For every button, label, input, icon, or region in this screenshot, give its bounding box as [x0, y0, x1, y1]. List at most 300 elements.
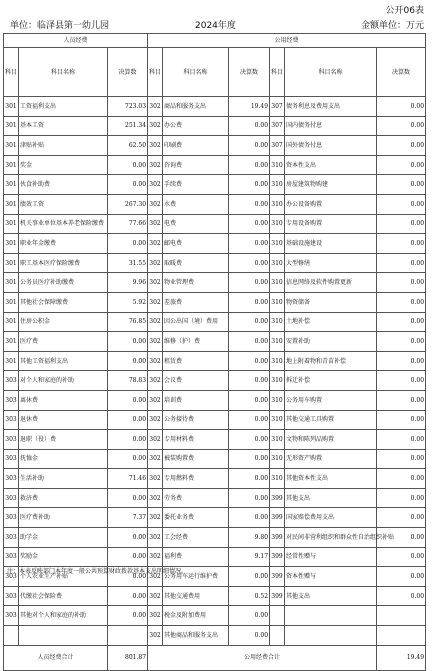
code-cell: 302 — [148, 175, 163, 195]
table-row — [4, 214, 426, 234]
amount-cell — [377, 626, 426, 646]
amount-cell: 723.03 — [108, 97, 148, 117]
totals-row — [4, 645, 426, 670]
name-cell: 其他工资福利支出 — [19, 351, 108, 371]
table-row — [4, 253, 426, 273]
code-cell: 302 — [148, 97, 163, 117]
code-cell: 301 — [4, 292, 19, 312]
table-row — [4, 410, 426, 430]
code-cell: 303 — [4, 371, 19, 391]
amount-cell: 0.00 — [108, 449, 148, 469]
code-cell: 301 — [4, 312, 19, 332]
name-cell: 代缴社会保险费 — [19, 586, 108, 606]
name-cell: 电费 — [163, 214, 229, 234]
table-row — [4, 430, 426, 450]
amount-cell: 0.00 — [377, 430, 426, 450]
table-row — [4, 508, 426, 528]
name-cell: 其他交通费用 — [163, 586, 229, 606]
amount-cell: 0.00 — [108, 155, 148, 175]
code-cell: 310 — [270, 351, 285, 371]
amount-cell: 0.00 — [108, 547, 148, 567]
amount-cell: 0.00 — [377, 547, 426, 567]
code-cell: 399 — [270, 528, 285, 548]
amount-cell: 0.00 — [377, 390, 426, 410]
name-cell: 安置补助 — [285, 332, 377, 352]
name-cell: 物资储备 — [285, 292, 377, 312]
name-cell: 其他支出 — [285, 586, 377, 606]
code-cell: 302 — [148, 292, 163, 312]
public-total-label: 公用经费合计 — [148, 645, 377, 670]
name-cell: 对民间非营利组织和群众性自治组织补贴 — [285, 528, 377, 548]
amount-cell: 0.00 — [229, 469, 270, 489]
amount-cell: 267.30 — [108, 194, 148, 214]
amount-cell: 0.00 — [108, 351, 148, 371]
table-row — [4, 273, 426, 293]
personnel-total-amount: 801.87 — [108, 645, 148, 670]
amount-cell: 0.00 — [108, 488, 148, 508]
amount-cell: 0.00 — [229, 488, 270, 508]
code-cell: 307 — [270, 97, 285, 117]
code-cell: 310 — [270, 175, 285, 195]
code-cell: 399 — [270, 567, 285, 587]
amount-cell: 0.00 — [229, 273, 270, 293]
name-cell: 取暖费 — [163, 253, 229, 273]
col-amount: 决算数 — [377, 48, 426, 97]
name-cell: 绩效工资 — [19, 194, 108, 214]
name-cell: 公务用车运行维护费 — [163, 567, 229, 587]
code-cell: 310 — [270, 332, 285, 352]
name-cell: 债务利息及费用支出 — [285, 97, 377, 117]
code-cell: 302 — [148, 194, 163, 214]
code-cell: 302 — [148, 136, 163, 156]
name-cell: 地上附着物和青苗补偿 — [285, 351, 377, 371]
name-cell: 其他商品和服务支出 — [163, 626, 229, 646]
table-row — [4, 116, 426, 136]
code-cell: 302 — [148, 508, 163, 528]
name-cell: 基本工资 — [19, 116, 108, 136]
name-cell: 其他交通工具购置 — [285, 410, 377, 430]
name-cell: 维修（护）费 — [163, 332, 229, 352]
code-cell: 399 — [270, 508, 285, 528]
name-cell: 国内债务付息 — [285, 116, 377, 136]
name-cell: 专用燃料费 — [163, 469, 229, 489]
year-label: 2024年度 — [195, 21, 236, 31]
name-cell: 医疗费 — [19, 332, 108, 352]
name-cell: 专用设备购置 — [285, 214, 377, 234]
code-cell: 302 — [148, 469, 163, 489]
name-cell: 公务用车购置 — [285, 390, 377, 410]
table-row — [4, 234, 426, 254]
code-cell — [270, 626, 285, 646]
amount-cell: 0.00 — [377, 116, 426, 136]
code-cell: 302 — [148, 547, 163, 567]
amount-cell: 9.17 — [229, 547, 270, 567]
amount-cell: 0.00 — [377, 371, 426, 391]
amount-cell: 71.46 — [108, 469, 148, 489]
amount-cell: 0.00 — [229, 606, 270, 626]
table-row — [4, 292, 426, 312]
table-row — [4, 312, 426, 332]
code-cell: 303 — [4, 449, 19, 469]
table-row — [4, 606, 426, 626]
amount-cell: 0.00 — [377, 508, 426, 528]
name-cell: 其他资本性支出 — [285, 469, 377, 489]
name-cell: 手续费 — [163, 175, 229, 195]
amount-cell: 0.00 — [229, 508, 270, 528]
name-cell: 离休费 — [19, 390, 108, 410]
public-total-amount: 19.49 — [377, 645, 426, 670]
code-cell: 301 — [4, 253, 19, 273]
name-cell: 信息网络及软件购置更新 — [285, 273, 377, 293]
code-cell: 302 — [148, 155, 163, 175]
name-cell: 资本性支出 — [285, 155, 377, 175]
code-cell: 301 — [4, 116, 19, 136]
name-cell: 专用材料费 — [163, 430, 229, 450]
table-row — [4, 449, 426, 469]
name-cell: 退休费 — [19, 410, 108, 430]
amount-cell: 19.49 — [229, 97, 270, 117]
amount-cell: 78.83 — [108, 371, 148, 391]
code-cell: 301 — [4, 136, 19, 156]
amount-cell: 0.00 — [108, 332, 148, 352]
amount-cell: 0.00 — [229, 175, 270, 195]
code-cell: 301 — [4, 214, 19, 234]
name-cell: 国家赔偿费用支出 — [285, 508, 377, 528]
amount-cell: 0.00 — [377, 175, 426, 195]
code-cell: 302 — [148, 528, 163, 548]
col-name: 科目名称 — [19, 48, 108, 97]
amount-cell: 76.85 — [108, 312, 148, 332]
name-cell: 办公设备购置 — [285, 194, 377, 214]
name-cell: 印刷费 — [163, 136, 229, 156]
amount-cell: 0.00 — [377, 234, 426, 254]
name-cell: 福利费 — [163, 547, 229, 567]
name-cell: 其他对个人和家庭的补助 — [19, 606, 108, 626]
amount-cell: 0.00 — [229, 371, 270, 391]
code-cell: 302 — [148, 586, 163, 606]
col-code: 科目 — [148, 48, 163, 97]
code-cell: 302 — [148, 371, 163, 391]
code-cell: 303 — [4, 430, 19, 450]
amount-cell: 0.00 — [377, 351, 426, 371]
table-row — [4, 469, 426, 489]
name-cell: 被装购置费 — [163, 449, 229, 469]
name-cell: 职业年金缴费 — [19, 234, 108, 254]
code-cell: 302 — [148, 332, 163, 352]
name-cell: 对个人和家庭的补助 — [19, 371, 108, 391]
code-cell: 303 — [4, 469, 19, 489]
name-cell: 机关事业单位基本养老保险缴费 — [19, 214, 108, 234]
code-cell: 310 — [270, 273, 285, 293]
code-cell: 303 — [4, 410, 19, 430]
amount-cell: 9.80 — [229, 528, 270, 548]
code-cell: 301 — [4, 273, 19, 293]
code-cell: 301 — [4, 332, 19, 352]
name-cell: 税金及附加费用 — [163, 606, 229, 626]
code-cell: 302 — [148, 253, 163, 273]
code-cell: 301 — [4, 194, 19, 214]
code-cell: 399 — [270, 586, 285, 606]
code-cell: 302 — [148, 606, 163, 626]
amount-cell: 0.00 — [108, 234, 148, 254]
name-cell: 咨询费 — [163, 155, 229, 175]
code-cell: 302 — [148, 312, 163, 332]
name-cell: 大型修缮 — [285, 253, 377, 273]
amount-cell: 0.00 — [108, 430, 148, 450]
amount-cell: 0.00 — [229, 292, 270, 312]
code-cell: 301 — [4, 175, 19, 195]
amount-cell: 9.96 — [108, 273, 148, 293]
code-cell: 302 — [148, 488, 163, 508]
col-code: 科目 — [270, 48, 285, 97]
code-cell: 302 — [148, 626, 163, 646]
code-cell: 302 — [148, 410, 163, 430]
col-amount: 决算数 — [229, 48, 270, 97]
code-cell: 303 — [4, 547, 19, 567]
footnote: 注：本表反映部门本年度一般公共预算财政拨款基本支出明细情况。 — [7, 568, 188, 575]
name-cell: 救济费 — [19, 488, 108, 508]
name-cell: 房屋建筑物购建 — [285, 175, 377, 195]
name-cell: 津贴补贴 — [19, 136, 108, 156]
code-cell: 303 — [4, 567, 19, 587]
amount-cell: 0.00 — [229, 351, 270, 371]
name-cell: 劳务费 — [163, 488, 229, 508]
col-name: 科目名称 — [285, 48, 377, 97]
amount-cell: 0.00 — [229, 449, 270, 469]
name-cell: 文物和陈列品购置 — [285, 430, 377, 450]
name-cell: 其他社会保障缴费 — [19, 292, 108, 312]
name-cell: 工资福利支出 — [19, 97, 108, 117]
code-cell: 310 — [270, 214, 285, 234]
amount-cell: 0.00 — [377, 488, 426, 508]
table-row — [4, 97, 426, 117]
amount-cell: 0.00 — [229, 155, 270, 175]
name-cell: 水费 — [163, 194, 229, 214]
name-cell: 伙食补助费 — [19, 175, 108, 195]
code-cell: 310 — [270, 253, 285, 273]
amount-cell: 0.00 — [377, 469, 426, 489]
name-cell: 差旅费 — [163, 292, 229, 312]
amount-cell: 0.00 — [377, 332, 426, 352]
name-cell: 商品和服务支出 — [163, 97, 229, 117]
name-cell: 物业管理费 — [163, 273, 229, 293]
code-cell: 399 — [270, 547, 285, 567]
amount-cell: 0.00 — [229, 430, 270, 450]
amount-cell: 0.00 — [108, 175, 148, 195]
amount-cell: 5.92 — [108, 292, 148, 312]
name-cell: 无形资产购置 — [285, 449, 377, 469]
name-cell: 经常性赠与 — [285, 547, 377, 567]
name-cell: 职工基本医疗保险缴费 — [19, 253, 108, 273]
code-cell: 399 — [270, 488, 285, 508]
amount-cell: 0.00 — [377, 567, 426, 587]
code-cell: 310 — [270, 155, 285, 175]
amount-cell: 0.52 — [229, 586, 270, 606]
name-cell: 助学金 — [19, 528, 108, 548]
amount-cell: 0.00 — [108, 606, 148, 626]
amount-cell: 0.00 — [229, 390, 270, 410]
amount-cell: 0.00 — [377, 194, 426, 214]
amount-cell: 0.00 — [229, 312, 270, 332]
table-row — [4, 488, 426, 508]
code-cell: 303 — [4, 586, 19, 606]
unit-label: 单位：临泽县第一幼儿园 — [10, 21, 110, 31]
amount-cell: 0.00 — [229, 234, 270, 254]
code-cell: 302 — [148, 116, 163, 136]
amount-cell: 0.00 — [377, 528, 426, 548]
code-cell: 302 — [148, 430, 163, 450]
table-row — [4, 175, 426, 195]
amount-cell: 0.00 — [108, 528, 148, 548]
code-cell: 301 — [4, 155, 19, 175]
code-cell: 301 — [4, 234, 19, 254]
amount-cell: 0.00 — [377, 586, 426, 606]
table-row — [4, 332, 426, 352]
amount-cell: 0.00 — [377, 155, 426, 175]
name-cell: 租赁费 — [163, 351, 229, 371]
amount-cell: 0.00 — [377, 273, 426, 293]
amount-cell: 0.00 — [108, 410, 148, 430]
amount-cell — [377, 606, 426, 626]
name-cell: 因公出国（境）费用 — [163, 312, 229, 332]
code-cell: 307 — [270, 136, 285, 156]
amount-cell: 251.34 — [108, 116, 148, 136]
code-cell: 310 — [270, 430, 285, 450]
code-cell: 303 — [4, 488, 19, 508]
name-cell: 委托业务费 — [163, 508, 229, 528]
code-cell: 301 — [4, 97, 19, 117]
amount-cell: 0.00 — [377, 410, 426, 430]
table-row — [4, 586, 426, 606]
col-code: 科目 — [4, 48, 19, 97]
code-cell: 310 — [270, 312, 285, 332]
code-cell: 310 — [270, 292, 285, 312]
col-amount: 决算数 — [108, 48, 148, 97]
name-cell: 国外债务付息 — [285, 136, 377, 156]
name-cell — [285, 626, 377, 646]
code-cell: 310 — [270, 371, 285, 391]
code-cell: 310 — [270, 390, 285, 410]
table-number: 公开06表 — [385, 6, 424, 16]
name-cell: 公务员医疗补助缴费 — [19, 273, 108, 293]
personnel-total-label: 人员经费合计 — [4, 645, 108, 670]
code-cell — [270, 606, 285, 626]
amount-cell: 0.00 — [229, 253, 270, 273]
amount-cell: 77.66 — [108, 214, 148, 234]
code-cell: 302 — [148, 390, 163, 410]
name-cell: 奖金 — [19, 155, 108, 175]
amount-cell: 0.00 — [229, 626, 270, 646]
name-cell: 土地补偿 — [285, 312, 377, 332]
amount-cell: 0.00 — [377, 253, 426, 273]
amount-cell: 0.00 — [377, 292, 426, 312]
amount-cell: 7.37 — [108, 508, 148, 528]
name-cell: 奖励金 — [19, 547, 108, 567]
amount-cell: 0.00 — [377, 136, 426, 156]
table-row — [4, 136, 426, 156]
amount-cell: 0.00 — [229, 214, 270, 234]
section-personnel: 人员经费 — [4, 34, 148, 48]
table-row — [4, 547, 426, 567]
code-cell: 303 — [4, 390, 19, 410]
name-cell: 住房公积金 — [19, 312, 108, 332]
amount-cell: 0.00 — [377, 449, 426, 469]
code-cell: 302 — [148, 567, 163, 587]
name-cell: 退职（役）费 — [19, 430, 108, 450]
table-row — [4, 528, 426, 548]
name-cell: 办公费 — [163, 116, 229, 136]
name-cell: 资本性赠与 — [285, 567, 377, 587]
name-cell: 抚恤金 — [19, 449, 108, 469]
code-cell: 307 — [270, 116, 285, 136]
code-cell: 301 — [4, 351, 19, 371]
code-cell: 310 — [270, 194, 285, 214]
name-cell: 基础设施建设 — [285, 234, 377, 254]
name-cell: 培训费 — [163, 390, 229, 410]
code-cell: 302 — [148, 214, 163, 234]
name-cell: 邮电费 — [163, 234, 229, 254]
name-cell: 拆迁补偿 — [285, 371, 377, 391]
table-row — [4, 155, 426, 175]
code-cell: 310 — [270, 449, 285, 469]
amount-cell: 0.00 — [377, 312, 426, 332]
name-cell: 公务接待费 — [163, 410, 229, 430]
amount-cell: 0.00 — [108, 567, 148, 587]
name-cell — [285, 606, 377, 626]
name-cell: 其他支出 — [285, 488, 377, 508]
code-cell: 302 — [148, 449, 163, 469]
code-cell: 303 — [4, 528, 19, 548]
name-cell: 个人农业生产补贴 — [19, 567, 108, 587]
table-row — [4, 626, 426, 646]
name-cell: 会议费 — [163, 371, 229, 391]
amount-cell: 0.00 — [229, 194, 270, 214]
code-cell: 310 — [270, 469, 285, 489]
code-cell: 302 — [148, 273, 163, 293]
amount-cell: 0.00 — [229, 567, 270, 587]
code-cell: 302 — [148, 234, 163, 254]
table-row — [4, 371, 426, 391]
section-public: 公用经费 — [148, 34, 426, 48]
amount-cell: 31.55 — [108, 253, 148, 273]
code-cell: 303 — [4, 606, 19, 626]
code-cell: 303 — [4, 508, 19, 528]
code-cell: 310 — [270, 234, 285, 254]
amount-cell — [108, 626, 148, 646]
amount-cell: 0.00 — [377, 97, 426, 117]
table-row — [4, 194, 426, 214]
name-cell — [19, 626, 108, 646]
code-cell — [4, 626, 19, 646]
name-cell: 工会经费 — [163, 528, 229, 548]
amount-cell: 0.00 — [377, 214, 426, 234]
col-name: 科目名称 — [163, 48, 229, 97]
code-cell: 310 — [270, 410, 285, 430]
name-cell: 生活补助 — [19, 469, 108, 489]
name-cell: 医疗费补助 — [19, 508, 108, 528]
amount-cell: 0.00 — [108, 586, 148, 606]
amount-cell: 0.00 — [229, 410, 270, 430]
amount-cell: 0.00 — [108, 390, 148, 410]
amount-cell: 62.50 — [108, 136, 148, 156]
amount-cell: 0.00 — [229, 136, 270, 156]
table-row — [4, 351, 426, 371]
money-unit-label: 金额单位：万元 — [360, 21, 424, 31]
code-cell: 302 — [148, 351, 163, 371]
table-row — [4, 390, 426, 410]
amount-cell: 0.00 — [229, 116, 270, 136]
amount-cell: 0.00 — [229, 332, 270, 352]
